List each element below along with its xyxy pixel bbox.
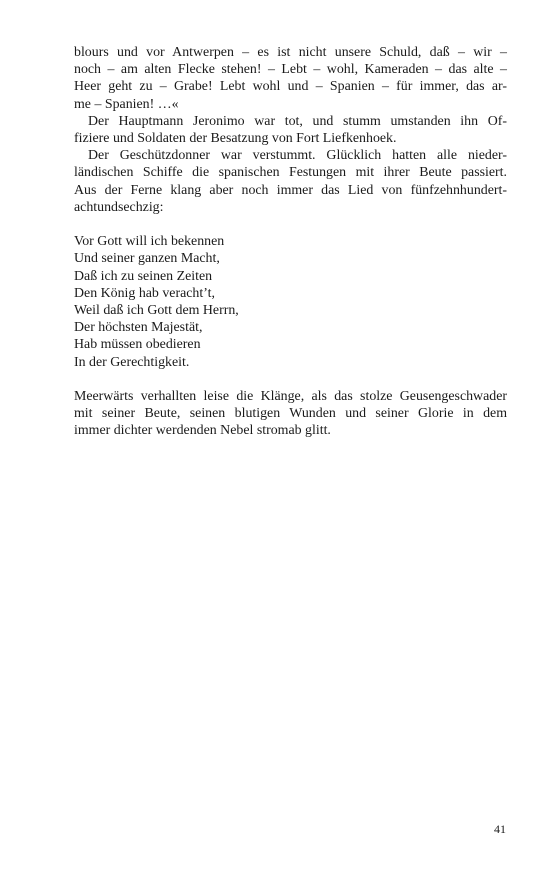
text-line: achtundsechzig: xyxy=(74,199,164,215)
paragraph-closing xyxy=(74,388,507,440)
text-line: mit seiner Beute, seinen blutigen Wunden und seiner Glorie in dem xyxy=(74,406,507,422)
paragraph-jeronimo xyxy=(74,113,507,147)
text-line: noch – am alten Flecke stehen! – Lebt – wohl, Kameraden – das alte – xyxy=(74,62,507,78)
verse-line: In der Gerechtigkeit. xyxy=(74,354,190,370)
blank-line xyxy=(74,216,507,233)
page-body xyxy=(74,44,507,440)
page-number: 41 xyxy=(494,822,506,836)
paragraph-speech-end xyxy=(74,44,507,113)
text-line: Heer geht zu – Grabe! Lebt wohl und – Spanien – für immer, das ar- xyxy=(74,79,507,95)
text-line: Aus der Ferne klang aber noch immer das Lied von fünfzehnhundert- xyxy=(74,182,507,198)
text-line: Meerwärts verhallten leise die Klänge, als das stolze Geusengeschwader xyxy=(74,389,507,405)
text-line: fiziere und Soldaten der Besatzung von Fort Liefkenhoek. xyxy=(74,131,397,147)
verse-line: Weil daß ich Gott dem Herrn, xyxy=(74,303,239,319)
verse-line: Vor Gott will ich bekennen xyxy=(74,234,225,250)
text-line: ländischen Schiffe die spanischen Festungen mit ihrer Beute passiert. xyxy=(74,165,507,181)
text-line: immer dichter werdenden Nebel stromab glitt. xyxy=(74,423,331,439)
blank-line xyxy=(74,371,507,388)
text-line: blours und vor Antwerpen – es ist nicht unsere Schuld, daß – wir – xyxy=(74,45,507,60)
verse-line: Der höchsten Majestät, xyxy=(74,320,203,336)
text-line: Der Geschützdonner war verstummt. Glücklich hatten alle nieder- xyxy=(88,148,507,164)
text-line: me – Spanien! …« xyxy=(74,96,179,112)
verse-line: Hab müssen obedieren xyxy=(74,337,201,353)
verse-block xyxy=(74,233,507,371)
verse-line: Den König hab veracht’t, xyxy=(74,285,215,301)
text-line: Der Hauptmann Jeronimo war tot, und stumm umstanden ihn Of- xyxy=(88,113,507,129)
verse-line: Und seiner ganzen Macht, xyxy=(74,251,220,267)
paragraph-cannon-silence xyxy=(74,147,507,216)
verse-line: Daß ich zu seinen Zeiten xyxy=(74,268,213,284)
